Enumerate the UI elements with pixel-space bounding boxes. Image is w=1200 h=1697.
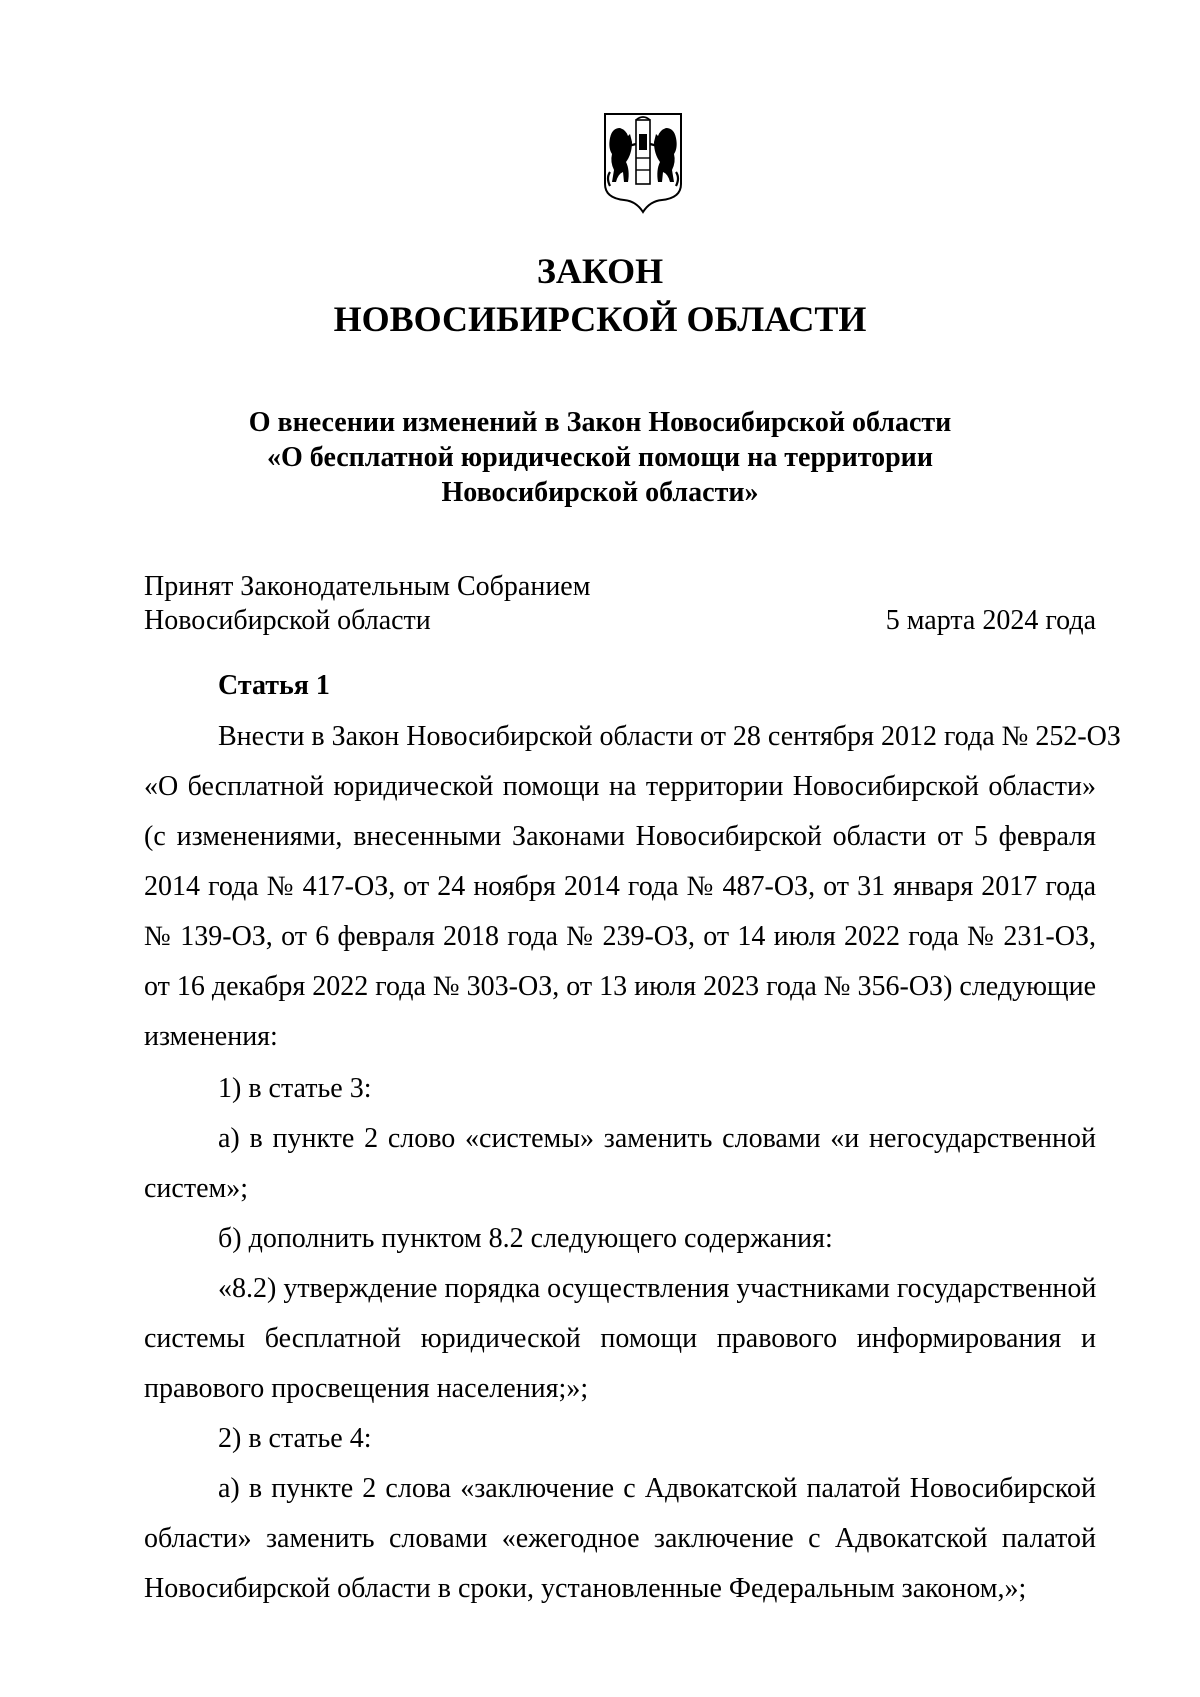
item-2 (144, 1414, 1096, 1464)
adoption-body-line-2: Новосибирской области (144, 605, 431, 636)
paragraph-line: системы бесплатной юридической помощи правового информирования и (144, 1323, 1096, 1354)
paragraph-line: правового просвещения населения;»; (144, 1373, 589, 1404)
paragraph-line: от 16 декабря 2022 года № 303-ОЗ, от 13 июля 2023 года № 356-ОЗ) следующие (144, 971, 1096, 1002)
paragraph-line: Новосибирской области в сроки, установленные Федеральным законом,»; (144, 1573, 1027, 1604)
paragraph-line: а) в пункте 2 слова «заключение с Адвокатской палатой Новосибирской (218, 1473, 1096, 1504)
paragraph-line: изменения: (144, 1021, 278, 1052)
law-subject-line-3: Новосибирской области» (441, 477, 759, 508)
paragraph-line: «8.2) утверждение порядка осуществления участниками государственной (218, 1273, 1097, 1304)
article-heading: Статья 1 (218, 670, 330, 701)
coat-of-arms-icon (602, 112, 684, 214)
paragraph-line: области» заменить словами «ежегодное заключение с Адвокатской палатой (144, 1523, 1096, 1554)
law-title-line-2: НОВОСИБИРСКОЙ ОБЛАСТИ (333, 299, 867, 339)
item-1b (144, 1214, 1096, 1264)
paragraph-line: (с изменениями, внесенными Законами Новосибирской области от 5 февраля (144, 821, 1096, 852)
adoption-date: 5 марта 2024 года (885, 605, 1096, 636)
law-title-line-1: ЗАКОН (536, 251, 664, 291)
article-intro-paragraph (144, 712, 1121, 1062)
item-1a (144, 1114, 1096, 1214)
paragraph-line: 2014 года № 417-ОЗ, от 24 ноября 2014 года № 487-ОЗ, от 31 января 2017 года (144, 871, 1096, 902)
item-1b-quote (144, 1264, 1096, 1414)
paragraph-line: № 139-ОЗ, от 6 февраля 2018 года № 239-ОЗ, от 14 июля 2022 года № 231-ОЗ, (144, 921, 1096, 952)
paragraph-line: «О бесплатной юридической помощи на территории Новосибирской области» (144, 771, 1096, 802)
paragraph-line: 2) в статье 4: (218, 1423, 372, 1454)
item-2a (144, 1464, 1096, 1614)
law-subject-line-1: О внесении изменений в Закон Новосибирской области (248, 407, 952, 438)
law-subject-line-2: «О бесплатной юридической помощи на территории (267, 442, 933, 473)
paragraph-line: систем»; (144, 1173, 249, 1204)
paragraph-line: Внести в Закон Новосибирской области от 28 сентября 2012 года № 252-ОЗ (218, 721, 1121, 752)
adoption-body-line-1: Принят Законодательным Собранием (144, 571, 591, 602)
item-1 (144, 1064, 1096, 1114)
paragraph-line: 1) в статье 3: (218, 1073, 372, 1104)
paragraph-line: б) дополнить пунктом 8.2 следующего содержания: (218, 1223, 833, 1254)
paragraph-line: а) в пункте 2 слово «системы» заменить словами «и негосударственной (218, 1123, 1096, 1154)
